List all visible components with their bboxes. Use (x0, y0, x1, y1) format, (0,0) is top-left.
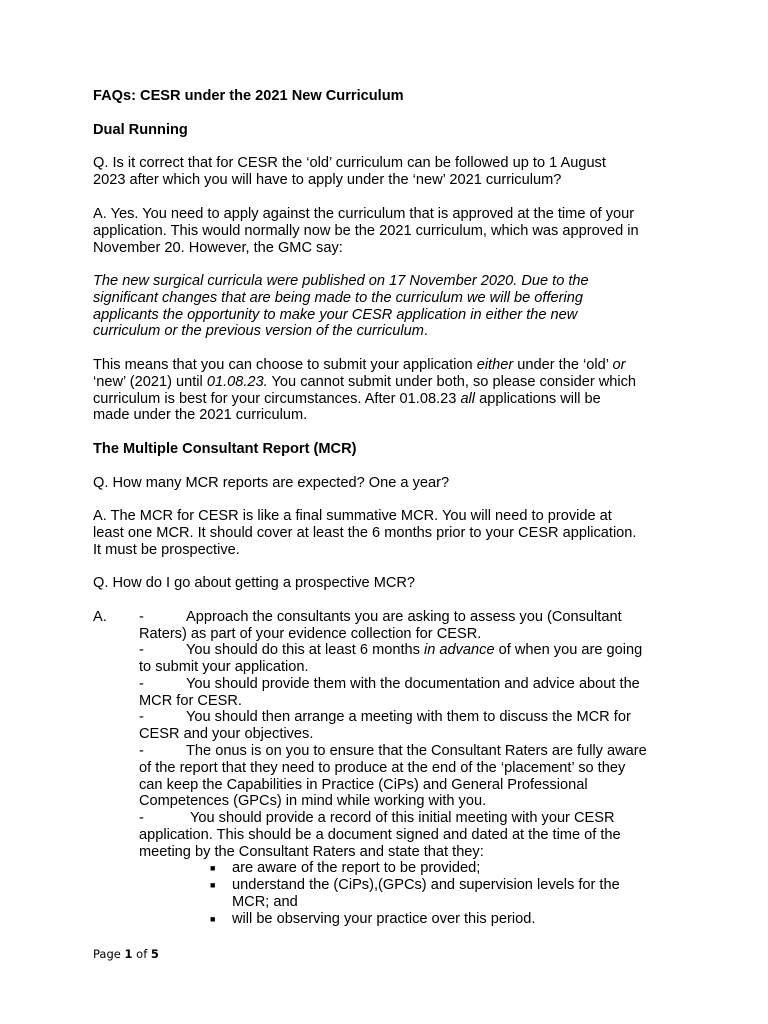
document-title: FAQs: CESR under the 2021 New Curriculum (93, 88, 404, 104)
paragraph-choice (93, 357, 683, 424)
text-line: MCR; and (232, 893, 298, 910)
dash-marker: - (139, 743, 144, 759)
text-line: applicants the opportunity to make your CESR application in either the new (93, 306, 578, 323)
text-line: meeting by the Consultant Raters and state that they: (139, 843, 484, 860)
text-span: You cannot submit under both, so please consider which (267, 373, 637, 390)
text-line: can keep the Capabilities in Practice (CiPs) and General Professional (139, 776, 588, 793)
text-line: made under the 2021 curriculum. (93, 407, 308, 424)
footer-text: Page (93, 947, 125, 961)
question-prospective-mcr: Q. How do I go about getting a prospective MCR? (93, 575, 416, 591)
bullet-item (210, 911, 680, 928)
text-span: . (423, 323, 428, 340)
text-line: of the report that they need to produce at the end of the ‘placement’ so they (139, 759, 626, 776)
text-span: all (460, 390, 476, 407)
text-line: MCR for CESR. (139, 692, 242, 709)
list-item (139, 676, 709, 710)
text-span: under the ‘old’ (513, 357, 613, 373)
text-span: curriculum is best for your circumstances. After 01.08.23 (93, 390, 461, 407)
section-heading-mcr: The Multiple Consultant Report (MCR) (93, 441, 357, 457)
text-line: understand the (CiPs),(GPCs) and supervision levels for the (232, 877, 620, 893)
footer-current-page: 1 (124, 947, 133, 961)
text-span: either (476, 357, 514, 373)
text-line: application. This would normally now be the 2021 curriculum, which was approved in (93, 222, 639, 239)
text-line: You should provide a record of this initial meeting with your CESR (190, 810, 615, 826)
text-line: November 20. However, the GMC say: (93, 239, 343, 256)
text-line: are aware of the report to be provided; (232, 860, 481, 876)
text-line: least one MCR. It should cover at least the 6 months prior to your CESR application. (93, 524, 637, 541)
list-item (139, 810, 709, 860)
text-line (93, 357, 683, 374)
text-span: curriculum or the previous version of the curriculum (93, 323, 424, 340)
gmc-quote (93, 273, 683, 340)
text-line: You should then arrange a meeting with them to discuss the MCR for (186, 709, 631, 725)
question-curriculum-followup (93, 155, 683, 189)
list-item (139, 709, 709, 743)
dash-marker: - (139, 810, 144, 826)
text-line: application. This should be a document signed and dated at the time of the (139, 826, 621, 843)
list-item (139, 609, 709, 643)
text-line (139, 642, 709, 659)
list-item (139, 642, 709, 659)
text-line (93, 391, 683, 408)
bullet-marker: ■ (210, 914, 216, 924)
list-item (139, 743, 709, 810)
bullet-item (210, 877, 680, 911)
text-line: Competences (GPCs) in mind while working with you. (139, 793, 487, 810)
text-line: 2023 after which you will have to apply under the ‘new’ 2021 curriculum? (93, 171, 562, 188)
text-line: Q. Is it correct that for CESR the ‘old’ curriculum can be followed up to 1 August (93, 155, 606, 171)
dash-marker: - (139, 709, 144, 725)
answer-mcr-summative (93, 508, 683, 558)
text-line: CESR and your objectives. (139, 725, 314, 742)
text-span: This means that you can choose to submit your application (93, 357, 477, 373)
text-span: of when you are going (494, 642, 643, 658)
text-line: The new surgical curricula were published on 17 November 2020. Due to the (93, 273, 589, 289)
text-line (93, 323, 683, 340)
dash-marker: - (139, 609, 144, 625)
text-line: to submit your application. (139, 659, 309, 675)
text-span: You should do this at least 6 months (186, 642, 424, 658)
answer-label: A. (93, 609, 107, 625)
text-line: Raters) as part of your evidence collection for CESR. (139, 625, 482, 642)
bullet-marker: ■ (210, 880, 216, 890)
text-span: applications will be (475, 390, 601, 407)
text-line: The onus is on you to ensure that the Consultant Raters are fully aware (186, 743, 647, 759)
text-span: ‘new’ (2021) until (93, 373, 207, 390)
bullet-marker: ■ (210, 863, 216, 873)
page-number-footer (93, 947, 159, 961)
section-heading-dual-running: Dual Running (93, 122, 188, 138)
text-line: A. Yes. You need to apply against the curriculum that is approved at the time of your (93, 206, 635, 222)
bullet-item (210, 860, 680, 877)
text-line: Approach the consultants you are asking to assess you (Consultant (186, 609, 622, 625)
text-line (93, 374, 683, 391)
text-span: 01.08.23. (206, 373, 268, 390)
text-line: significant changes that are being made to the curriculum we will be offering (93, 289, 583, 306)
text-line: It must be prospective. (93, 541, 240, 558)
footer-text: of (132, 947, 151, 961)
text-line: You should provide them with the documentation and advice about the (186, 676, 640, 692)
text-line: A. The MCR for CESR is like a final summative MCR. You will need to provide at (93, 508, 612, 524)
text-span: or (612, 357, 626, 373)
footer-total-pages: 5 (150, 947, 159, 961)
question-how-many-mcr: Q. How many MCR reports are expected? One a year? (93, 475, 450, 491)
text-line: will be observing your practice over this period. (232, 911, 536, 927)
answer-apply-curriculum (93, 206, 683, 256)
text-span: in advance (423, 642, 495, 658)
dash-marker: - (139, 676, 144, 692)
dash-marker: - (139, 642, 144, 658)
